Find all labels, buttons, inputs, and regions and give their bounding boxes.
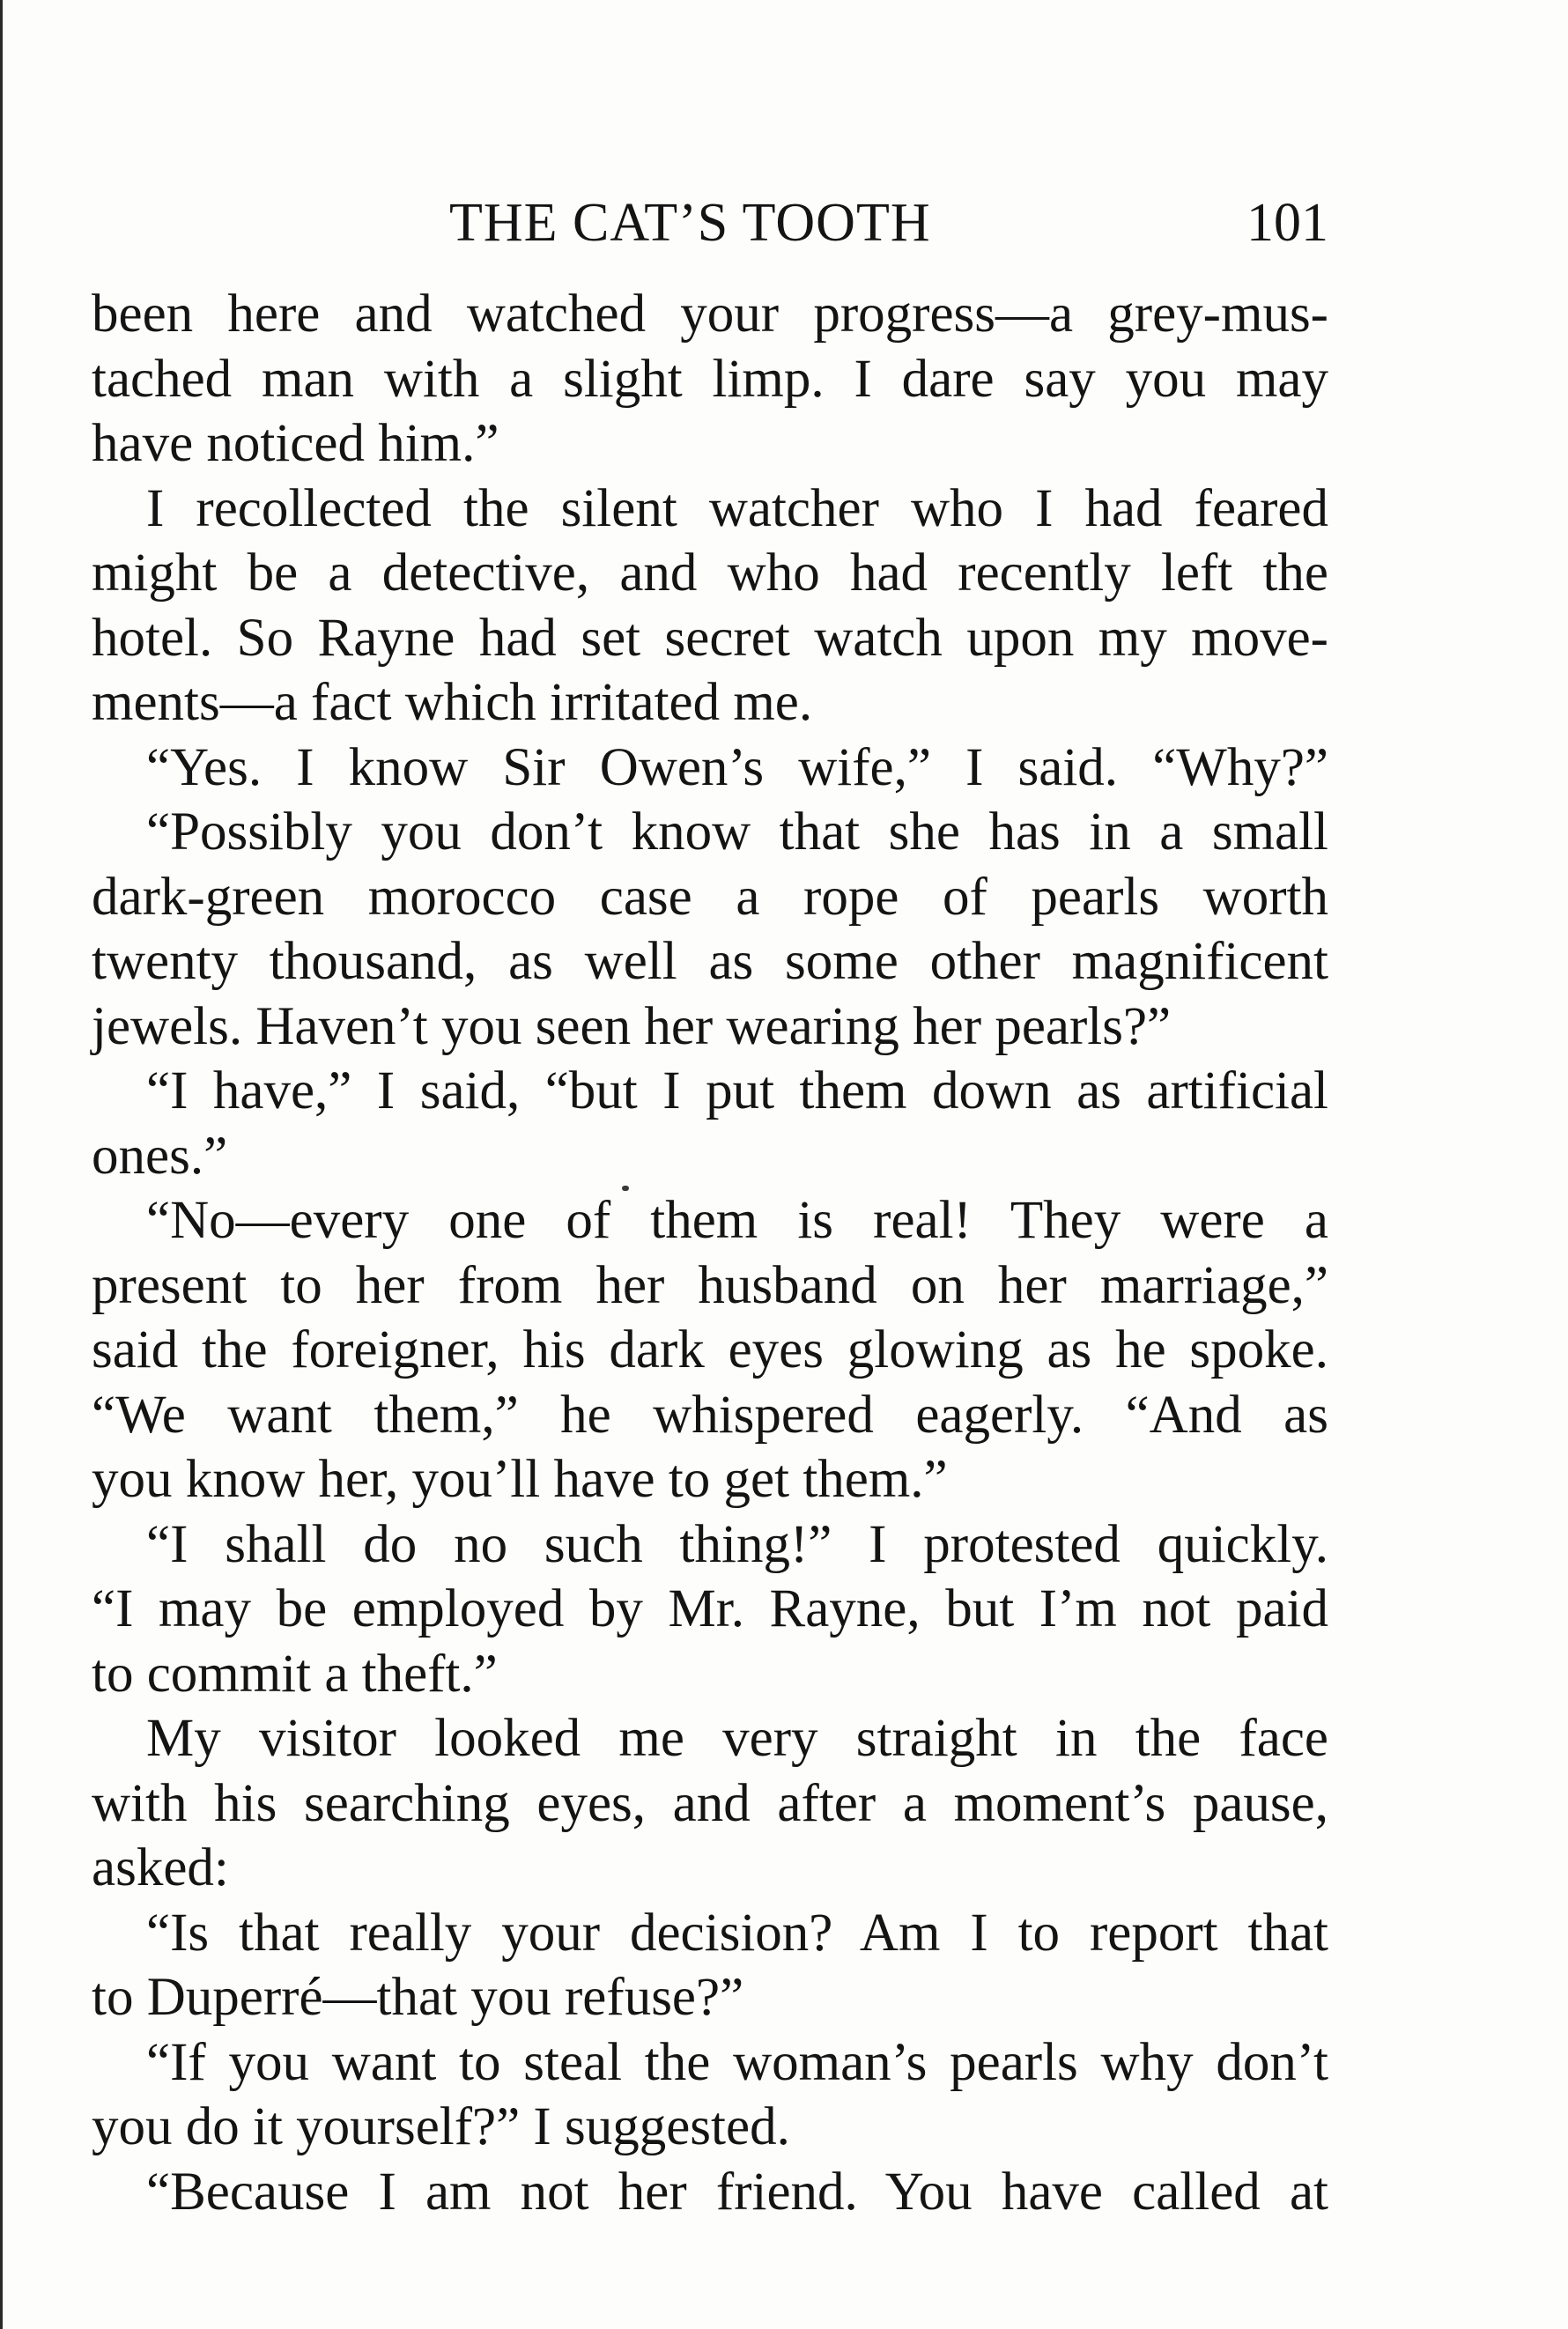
body-text xyxy=(92,282,1328,2224)
text-line: have noticed him.” xyxy=(92,414,499,473)
text-line: “If you want to steal the woman’s pearls why don’t xyxy=(146,2032,1328,2092)
text-line: you know her, you’ll have to get them.” xyxy=(92,1450,948,1509)
text-line: you do it yourself?” I suggested. xyxy=(92,2097,790,2156)
text-line: hotel. So Rayne had set secret watch upon my move- xyxy=(92,608,1328,668)
text-line: I recollected the silent watcher who I had feared xyxy=(146,478,1328,538)
text-line: jewels. Haven’t you seen her wearing her pearls?” xyxy=(92,996,1172,1056)
text-line: to commit a theft.” xyxy=(92,1644,498,1704)
text-line: to Duperré—that you refuse?” xyxy=(92,1968,744,2027)
text-line: tached man with a slight limp. I dare say you may xyxy=(92,349,1328,409)
page-number: 101 xyxy=(1246,193,1328,253)
page-edge-line xyxy=(0,0,3,2329)
text-line: said the foreigner, his dark eyes glowing as he spoke. xyxy=(92,1320,1328,1379)
text-line: with his searching eyes, and after a moment’s pause, xyxy=(92,1773,1328,1833)
text-line: present to her from her husband on her marriage,” xyxy=(92,1255,1328,1315)
text-line: “No—every one of them is real! They were a xyxy=(146,1191,1328,1250)
text-line: ones.” xyxy=(92,1126,228,1186)
text-line: twenty thousand, as well as some other magnificent xyxy=(92,932,1328,991)
text-line: “I may be employed by Mr. Rayne, but I’m not paid xyxy=(92,1579,1328,1638)
running-title: THE CAT’S TOOTH xyxy=(449,193,931,253)
text-line: “Is that really your decision? Am I to report that xyxy=(146,1903,1328,1963)
text-line: might be a detective, and who had recently left the xyxy=(92,543,1328,603)
text-line: “Possibly you don’t know that she has in a small xyxy=(146,802,1328,861)
text-line: “I shall do no such thing!” I protested quickly. xyxy=(146,1514,1328,1574)
text-line: been here and watched your progress—a grey-mus- xyxy=(92,285,1328,344)
text-line: “Yes. I know Sir Owen’s wife,” I said. “Why?” xyxy=(146,737,1328,797)
text-line: My visitor looked me very straight in the face xyxy=(146,1709,1328,1768)
page-header xyxy=(92,183,1328,262)
text-line: “Because I am not her friend. You have called at xyxy=(146,2162,1328,2222)
text-line: asked: xyxy=(92,1838,229,1897)
text-line: “I have,” I said, “but I put them down as artificial xyxy=(146,1061,1328,1120)
text-line: “We want them,” he whispered eagerly. “And as xyxy=(92,1385,1328,1445)
text-line: dark-green morocco case a rope of pearls worth xyxy=(92,867,1328,927)
ink-speck xyxy=(622,1186,629,1191)
text-line: ments—a fact which irritated me. xyxy=(92,673,813,732)
